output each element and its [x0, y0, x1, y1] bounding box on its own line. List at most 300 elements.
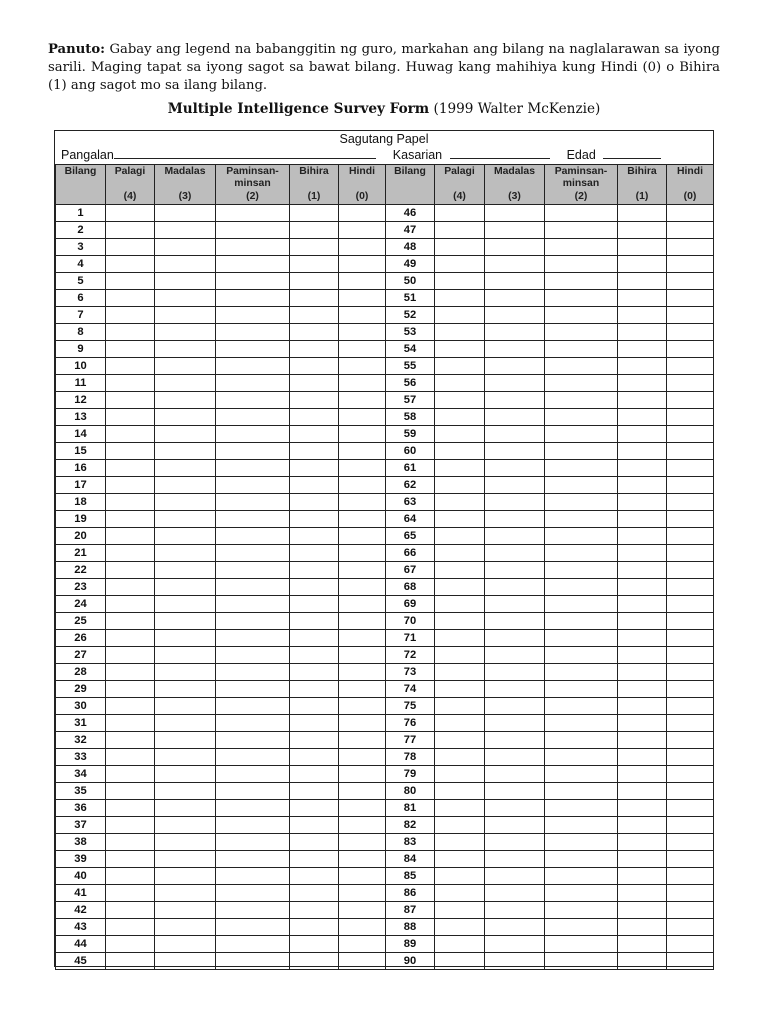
answer-cell[interactable]	[106, 511, 155, 528]
answer-cell[interactable]	[485, 307, 545, 324]
answer-cell[interactable]	[667, 732, 714, 749]
answer-cell[interactable]	[435, 562, 485, 579]
answer-cell[interactable]	[155, 341, 216, 358]
answer-cell[interactable]	[290, 783, 339, 800]
answer-cell[interactable]	[216, 664, 290, 681]
answer-cell[interactable]	[435, 732, 485, 749]
answer-cell[interactable]	[155, 698, 216, 715]
answer-cell[interactable]	[155, 783, 216, 800]
answer-cell[interactable]	[339, 579, 386, 596]
answer-cell[interactable]	[216, 256, 290, 273]
answer-cell[interactable]	[618, 392, 667, 409]
answer-cell[interactable]	[339, 613, 386, 630]
answer-cell[interactable]	[485, 290, 545, 307]
answer-cell[interactable]	[290, 630, 339, 647]
answer-cell[interactable]	[290, 273, 339, 290]
answer-cell[interactable]	[485, 630, 545, 647]
answer-cell[interactable]	[155, 596, 216, 613]
answer-cell[interactable]	[667, 460, 714, 477]
answer-cell[interactable]	[435, 715, 485, 732]
answer-cell[interactable]	[339, 834, 386, 851]
answer-cell[interactable]	[339, 630, 386, 647]
answer-cell[interactable]	[667, 426, 714, 443]
answer-cell[interactable]	[545, 256, 618, 273]
answer-cell[interactable]	[106, 477, 155, 494]
answer-cell[interactable]	[290, 647, 339, 664]
answer-cell[interactable]	[290, 562, 339, 579]
answer-cell[interactable]	[545, 749, 618, 766]
answer-cell[interactable]	[545, 715, 618, 732]
answer-cell[interactable]	[545, 409, 618, 426]
answer-cell[interactable]	[216, 698, 290, 715]
answer-cell[interactable]	[545, 324, 618, 341]
answer-cell[interactable]	[545, 222, 618, 239]
answer-cell[interactable]	[339, 426, 386, 443]
answer-cell[interactable]	[485, 205, 545, 222]
answer-cell[interactable]	[339, 477, 386, 494]
answer-cell[interactable]	[618, 936, 667, 953]
answer-cell[interactable]	[290, 715, 339, 732]
answer-cell[interactable]	[290, 919, 339, 936]
answer-cell[interactable]	[667, 783, 714, 800]
answer-cell[interactable]	[435, 936, 485, 953]
answer-cell[interactable]	[155, 392, 216, 409]
answer-cell[interactable]	[618, 698, 667, 715]
answer-cell[interactable]	[106, 494, 155, 511]
answer-cell[interactable]	[290, 953, 339, 970]
answer-cell[interactable]	[618, 562, 667, 579]
answer-cell[interactable]	[339, 800, 386, 817]
answer-cell[interactable]	[216, 426, 290, 443]
answer-cell[interactable]	[545, 613, 618, 630]
answer-cell[interactable]	[216, 562, 290, 579]
answer-cell[interactable]	[290, 239, 339, 256]
answer-cell[interactable]	[106, 205, 155, 222]
answer-cell[interactable]	[155, 681, 216, 698]
answer-cell[interactable]	[667, 868, 714, 885]
answer-cell[interactable]	[290, 477, 339, 494]
answer-cell[interactable]	[216, 545, 290, 562]
answer-cell[interactable]	[339, 358, 386, 375]
answer-cell[interactable]	[545, 460, 618, 477]
answer-cell[interactable]	[106, 698, 155, 715]
answer-cell[interactable]	[545, 936, 618, 953]
answer-cell[interactable]	[485, 868, 545, 885]
answer-cell[interactable]	[216, 324, 290, 341]
answer-cell[interactable]	[435, 681, 485, 698]
answer-cell[interactable]	[435, 766, 485, 783]
answer-cell[interactable]	[155, 409, 216, 426]
answer-cell[interactable]	[545, 851, 618, 868]
answer-cell[interactable]	[618, 868, 667, 885]
answer-cell[interactable]	[339, 783, 386, 800]
answer-cell[interactable]	[290, 528, 339, 545]
answer-cell[interactable]	[216, 307, 290, 324]
answer-cell[interactable]	[106, 256, 155, 273]
answer-cell[interactable]	[216, 579, 290, 596]
answer-cell[interactable]	[545, 358, 618, 375]
answer-cell[interactable]	[545, 290, 618, 307]
answer-cell[interactable]	[618, 715, 667, 732]
answer-cell[interactable]	[667, 800, 714, 817]
answer-cell[interactable]	[106, 936, 155, 953]
answer-cell[interactable]	[545, 953, 618, 970]
answer-cell[interactable]	[485, 698, 545, 715]
answer-cell[interactable]	[667, 834, 714, 851]
answer-cell[interactable]	[667, 545, 714, 562]
answer-cell[interactable]	[485, 375, 545, 392]
answer-cell[interactable]	[618, 579, 667, 596]
answer-cell[interactable]	[667, 409, 714, 426]
answer-cell[interactable]	[106, 324, 155, 341]
answer-cell[interactable]	[667, 766, 714, 783]
answer-cell[interactable]	[485, 902, 545, 919]
answer-cell[interactable]	[290, 426, 339, 443]
answer-cell[interactable]	[339, 647, 386, 664]
answer-cell[interactable]	[339, 919, 386, 936]
answer-cell[interactable]	[485, 715, 545, 732]
answer-cell[interactable]	[290, 851, 339, 868]
answer-cell[interactable]	[155, 749, 216, 766]
answer-cell[interactable]	[545, 919, 618, 936]
answer-cell[interactable]	[290, 613, 339, 630]
answer-cell[interactable]	[618, 732, 667, 749]
answer-cell[interactable]	[290, 732, 339, 749]
answer-cell[interactable]	[545, 732, 618, 749]
answer-cell[interactable]	[485, 426, 545, 443]
answer-cell[interactable]	[339, 681, 386, 698]
answer-cell[interactable]	[339, 817, 386, 834]
answer-cell[interactable]	[485, 613, 545, 630]
answer-cell[interactable]	[339, 307, 386, 324]
answer-cell[interactable]	[106, 885, 155, 902]
answer-cell[interactable]	[106, 664, 155, 681]
answer-cell[interactable]	[545, 307, 618, 324]
answer-cell[interactable]	[618, 919, 667, 936]
answer-cell[interactable]	[485, 443, 545, 460]
answer-cell[interactable]	[216, 528, 290, 545]
answer-cell[interactable]	[618, 239, 667, 256]
answer-cell[interactable]	[216, 936, 290, 953]
answer-cell[interactable]	[106, 902, 155, 919]
answer-cell[interactable]	[435, 409, 485, 426]
answer-cell[interactable]	[216, 800, 290, 817]
answer-cell[interactable]	[339, 460, 386, 477]
answer-cell[interactable]	[545, 834, 618, 851]
answer-cell[interactable]	[155, 732, 216, 749]
answer-cell[interactable]	[667, 698, 714, 715]
answer-cell[interactable]	[435, 647, 485, 664]
answer-cell[interactable]	[667, 222, 714, 239]
answer-cell[interactable]	[435, 528, 485, 545]
answer-cell[interactable]	[435, 205, 485, 222]
answer-cell[interactable]	[106, 732, 155, 749]
answer-cell[interactable]	[545, 426, 618, 443]
answer-cell[interactable]	[667, 205, 714, 222]
answer-cell[interactable]	[485, 834, 545, 851]
answer-cell[interactable]	[216, 919, 290, 936]
answer-cell[interactable]	[339, 851, 386, 868]
answer-cell[interactable]	[618, 358, 667, 375]
answer-cell[interactable]	[618, 256, 667, 273]
answer-cell[interactable]	[618, 426, 667, 443]
answer-cell[interactable]	[435, 239, 485, 256]
answer-cell[interactable]	[435, 919, 485, 936]
answer-cell[interactable]	[106, 443, 155, 460]
answer-cell[interactable]	[290, 936, 339, 953]
answer-cell[interactable]	[106, 817, 155, 834]
answer-cell[interactable]	[339, 749, 386, 766]
answer-cell[interactable]	[618, 494, 667, 511]
answer-cell[interactable]	[618, 647, 667, 664]
answer-cell[interactable]	[485, 562, 545, 579]
answer-cell[interactable]	[339, 324, 386, 341]
answer-cell[interactable]	[435, 273, 485, 290]
answer-cell[interactable]	[545, 545, 618, 562]
answer-cell[interactable]	[618, 596, 667, 613]
answer-cell[interactable]	[667, 596, 714, 613]
answer-cell[interactable]	[216, 715, 290, 732]
answer-cell[interactable]	[216, 868, 290, 885]
answer-cell[interactable]	[545, 664, 618, 681]
answer-cell[interactable]	[339, 375, 386, 392]
answer-cell[interactable]	[545, 681, 618, 698]
answer-cell[interactable]	[155, 664, 216, 681]
answer-cell[interactable]	[290, 375, 339, 392]
answer-cell[interactable]	[435, 664, 485, 681]
answer-cell[interactable]	[545, 392, 618, 409]
answer-cell[interactable]	[339, 290, 386, 307]
answer-cell[interactable]	[339, 715, 386, 732]
answer-cell[interactable]	[155, 936, 216, 953]
answer-cell[interactable]	[435, 511, 485, 528]
answer-cell[interactable]	[290, 324, 339, 341]
answer-cell[interactable]	[155, 766, 216, 783]
answer-cell[interactable]	[435, 698, 485, 715]
answer-cell[interactable]	[667, 358, 714, 375]
answer-cell[interactable]	[545, 885, 618, 902]
answer-cell[interactable]	[155, 205, 216, 222]
answer-cell[interactable]	[155, 426, 216, 443]
answer-cell[interactable]	[216, 596, 290, 613]
answer-cell[interactable]	[155, 307, 216, 324]
answer-cell[interactable]	[155, 494, 216, 511]
answer-cell[interactable]	[339, 256, 386, 273]
answer-cell[interactable]	[485, 647, 545, 664]
answer-cell[interactable]	[290, 817, 339, 834]
answer-cell[interactable]	[155, 290, 216, 307]
answer-cell[interactable]	[216, 205, 290, 222]
answer-cell[interactable]	[545, 477, 618, 494]
answer-cell[interactable]	[485, 273, 545, 290]
answer-cell[interactable]	[618, 324, 667, 341]
answer-cell[interactable]	[485, 885, 545, 902]
answer-cell[interactable]	[618, 613, 667, 630]
answer-cell[interactable]	[155, 545, 216, 562]
answer-cell[interactable]	[435, 341, 485, 358]
answer-cell[interactable]	[435, 613, 485, 630]
answer-cell[interactable]	[485, 800, 545, 817]
answer-cell[interactable]	[216, 290, 290, 307]
answer-cell[interactable]	[485, 324, 545, 341]
answer-cell[interactable]	[545, 375, 618, 392]
answer-cell[interactable]	[667, 392, 714, 409]
answer-cell[interactable]	[290, 545, 339, 562]
answer-cell[interactable]	[106, 358, 155, 375]
answer-cell[interactable]	[339, 664, 386, 681]
answer-cell[interactable]	[618, 443, 667, 460]
answer-cell[interactable]	[618, 528, 667, 545]
answer-cell[interactable]	[667, 664, 714, 681]
answer-cell[interactable]	[667, 324, 714, 341]
answer-cell[interactable]	[290, 358, 339, 375]
answer-cell[interactable]	[339, 205, 386, 222]
answer-cell[interactable]	[155, 800, 216, 817]
answer-cell[interactable]	[339, 494, 386, 511]
answer-cell[interactable]	[155, 477, 216, 494]
answer-cell[interactable]	[106, 409, 155, 426]
answer-cell[interactable]	[485, 817, 545, 834]
answer-cell[interactable]	[667, 307, 714, 324]
answer-cell[interactable]	[667, 919, 714, 936]
answer-cell[interactable]	[618, 749, 667, 766]
answer-cell[interactable]	[435, 749, 485, 766]
answer-cell[interactable]	[216, 409, 290, 426]
answer-cell[interactable]	[485, 953, 545, 970]
answer-cell[interactable]	[155, 817, 216, 834]
answer-cell[interactable]	[106, 851, 155, 868]
answer-cell[interactable]	[155, 256, 216, 273]
answer-cell[interactable]	[216, 902, 290, 919]
answer-cell[interactable]	[339, 273, 386, 290]
answer-cell[interactable]	[216, 375, 290, 392]
answer-cell[interactable]	[618, 511, 667, 528]
answer-cell[interactable]	[290, 511, 339, 528]
answer-cell[interactable]	[435, 783, 485, 800]
answer-cell[interactable]	[545, 443, 618, 460]
answer-cell[interactable]	[339, 766, 386, 783]
answer-cell[interactable]	[106, 613, 155, 630]
answer-cell[interactable]	[667, 477, 714, 494]
answer-cell[interactable]	[667, 885, 714, 902]
answer-cell[interactable]	[216, 630, 290, 647]
answer-cell[interactable]	[339, 239, 386, 256]
answer-cell[interactable]	[618, 477, 667, 494]
answer-cell[interactable]	[485, 766, 545, 783]
answer-cell[interactable]	[618, 205, 667, 222]
sex-field[interactable]	[450, 147, 550, 159]
answer-cell[interactable]	[618, 409, 667, 426]
answer-cell[interactable]	[155, 953, 216, 970]
answer-cell[interactable]	[216, 783, 290, 800]
answer-cell[interactable]	[618, 783, 667, 800]
answer-cell[interactable]	[545, 239, 618, 256]
answer-cell[interactable]	[435, 426, 485, 443]
name-field[interactable]	[114, 147, 376, 159]
answer-cell[interactable]	[435, 902, 485, 919]
answer-cell[interactable]	[290, 834, 339, 851]
answer-cell[interactable]	[485, 749, 545, 766]
answer-cell[interactable]	[485, 358, 545, 375]
answer-cell[interactable]	[618, 545, 667, 562]
answer-cell[interactable]	[216, 222, 290, 239]
age-field[interactable]	[603, 147, 661, 159]
answer-cell[interactable]	[485, 511, 545, 528]
answer-cell[interactable]	[339, 341, 386, 358]
answer-cell[interactable]	[155, 562, 216, 579]
answer-cell[interactable]	[618, 681, 667, 698]
answer-cell[interactable]	[545, 766, 618, 783]
answer-cell[interactable]	[290, 885, 339, 902]
answer-cell[interactable]	[667, 715, 714, 732]
answer-cell[interactable]	[106, 681, 155, 698]
answer-cell[interactable]	[485, 239, 545, 256]
answer-cell[interactable]	[216, 358, 290, 375]
answer-cell[interactable]	[545, 596, 618, 613]
answer-cell[interactable]	[485, 222, 545, 239]
answer-cell[interactable]	[155, 868, 216, 885]
answer-cell[interactable]	[290, 749, 339, 766]
answer-cell[interactable]	[339, 885, 386, 902]
answer-cell[interactable]	[667, 647, 714, 664]
answer-cell[interactable]	[106, 715, 155, 732]
answer-cell[interactable]	[339, 698, 386, 715]
answer-cell[interactable]	[435, 358, 485, 375]
answer-cell[interactable]	[339, 528, 386, 545]
answer-cell[interactable]	[667, 613, 714, 630]
answer-cell[interactable]	[618, 851, 667, 868]
answer-cell[interactable]	[667, 936, 714, 953]
answer-cell[interactable]	[618, 834, 667, 851]
answer-cell[interactable]	[216, 834, 290, 851]
answer-cell[interactable]	[667, 341, 714, 358]
answer-cell[interactable]	[435, 494, 485, 511]
answer-cell[interactable]	[216, 511, 290, 528]
answer-cell[interactable]	[290, 698, 339, 715]
answer-cell[interactable]	[290, 902, 339, 919]
answer-cell[interactable]	[667, 681, 714, 698]
answer-cell[interactable]	[435, 630, 485, 647]
answer-cell[interactable]	[618, 341, 667, 358]
answer-cell[interactable]	[667, 817, 714, 834]
answer-cell[interactable]	[435, 851, 485, 868]
answer-cell[interactable]	[545, 273, 618, 290]
answer-cell[interactable]	[667, 579, 714, 596]
answer-cell[interactable]	[106, 868, 155, 885]
answer-cell[interactable]	[339, 222, 386, 239]
answer-cell[interactable]	[545, 902, 618, 919]
answer-cell[interactable]	[485, 919, 545, 936]
answer-cell[interactable]	[290, 868, 339, 885]
answer-cell[interactable]	[155, 528, 216, 545]
answer-cell[interactable]	[290, 290, 339, 307]
answer-cell[interactable]	[667, 273, 714, 290]
answer-cell[interactable]	[155, 239, 216, 256]
answer-cell[interactable]	[485, 477, 545, 494]
answer-cell[interactable]	[106, 426, 155, 443]
answer-cell[interactable]	[618, 800, 667, 817]
answer-cell[interactable]	[545, 579, 618, 596]
answer-cell[interactable]	[545, 647, 618, 664]
answer-cell[interactable]	[435, 817, 485, 834]
answer-cell[interactable]	[290, 460, 339, 477]
answer-cell[interactable]	[667, 528, 714, 545]
answer-cell[interactable]	[545, 494, 618, 511]
answer-cell[interactable]	[435, 222, 485, 239]
answer-cell[interactable]	[155, 647, 216, 664]
answer-cell[interactable]	[155, 358, 216, 375]
answer-cell[interactable]	[290, 256, 339, 273]
